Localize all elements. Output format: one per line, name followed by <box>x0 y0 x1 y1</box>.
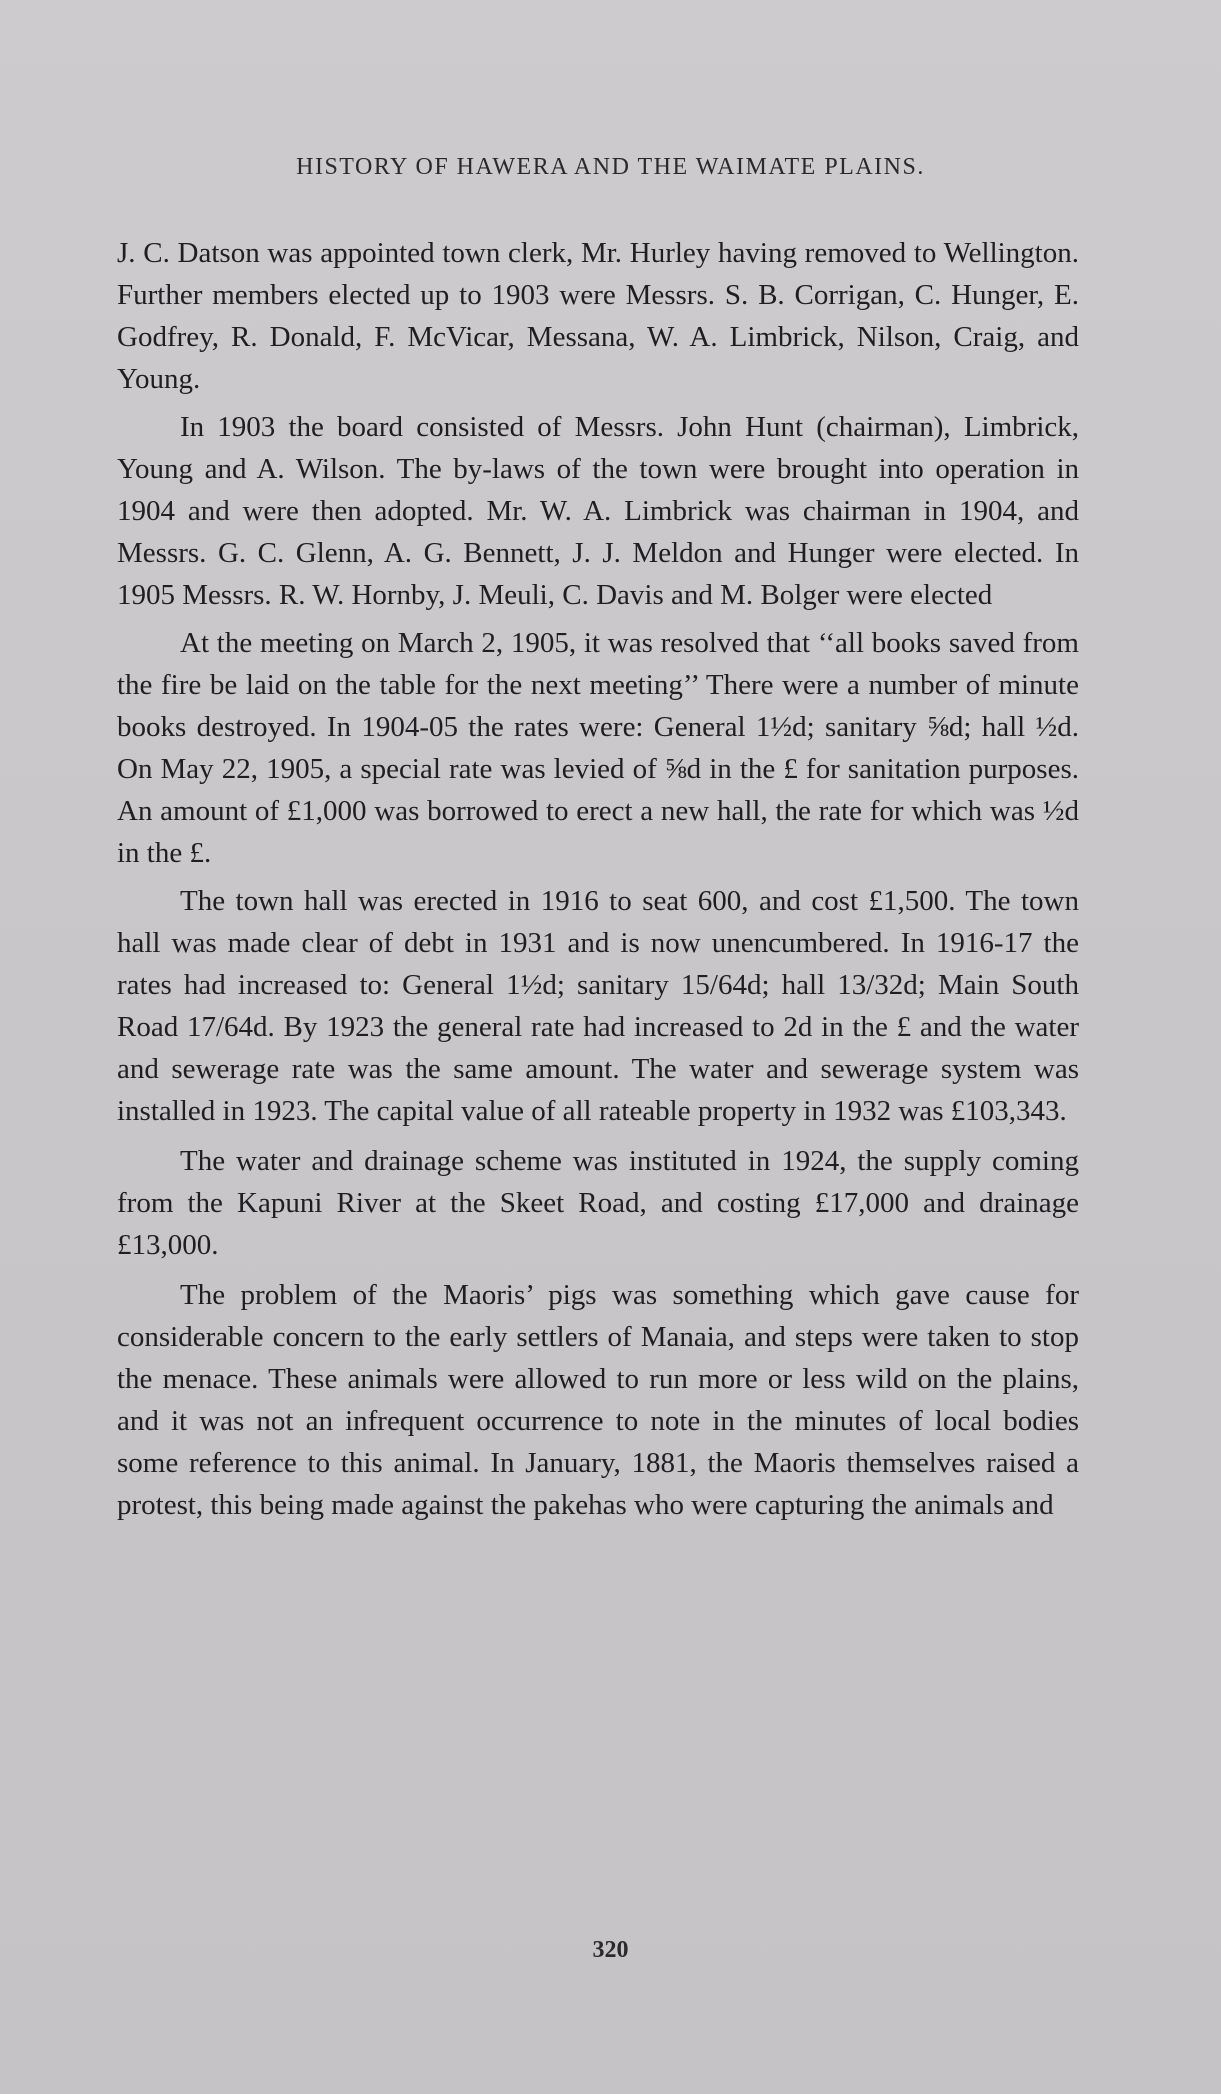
paragraph: The water and drainage scheme was instituted in 1924, the supply coming from the Kapuni River at the Skeet Road, and costing £17,000 and drainage £13,000. <box>117 1145 1079 1261</box>
paragraph: In 1903 the board consisted of Messrs. John Hunt (chairman), Limbrick, Young and A. Wilson. The by-laws of the town were brought into operation in 1904 and were then adopted. Mr. W. A. Limbrick was chairman in 1904, and Messrs. G. C. Glenn, A. G. Bennett, J. J. Meldon and Hunger were elected. In 1905 Messrs. R. W. Hornby, J. Meuli, C. Davis and M. Bolger were elected <box>117 411 1079 611</box>
paragraph: At the meeting on March 2, 1905, it was resolved that ‘‘all books saved from the fire be laid on the table for the next meeting’’ There were a number of minute books destroyed. In 1904-05 the rates were: General 1½d; sanitary ⅝d; hall ½d. On May 22, 1905, a special rate was levied of ⅝d in the £ for sanitation purposes. An amount of £1,000 was borrowed to erect a new hall, the rate for which was ½d in the £. <box>117 627 1079 869</box>
paragraph: J. C. Datson was appointed town clerk, Mr. Hurley having removed to Wellington. Further members elected up to 1903 were Messrs. S. B. Corrigan, C. Hunger, E. Godfrey, R. Donald, F. McVicar, Messana, W. A. Limbrick, Nilson, Craig, and Young. <box>117 237 1079 395</box>
paragraph: The problem of the Maoris’ pigs was something which gave cause for considerable concern to the early settlers of Manaia, and steps were taken to stop the menace. These animals were allowed to run more or less wild on the plains, and it was not an infrequent occurrence to note in the minutes of local bodies some reference to this animal. In January, 1881, the Maoris themselves raised a protest, this being made against the pakehas who were capturing the animals and <box>117 1279 1079 1521</box>
body-text <box>117 232 1079 1532</box>
paragraph: The town hall was erected in 1916 to seat 600, and cost £1,500. The town hall was made clear of debt in 1931 and is now unencumbered. In 1916-17 the rates had increased to: General 1½d; sanitary 15/64d; hall 13/32d; Main South Road 17/64d. By 1923 the general rate had increased to 2d in the £ and the water and sewerage rate was the same amount. The water and sewerage system was installed in 1923. The capital value of all rateable property in 1932 was £103,343. <box>117 885 1079 1127</box>
running-title: HISTORY OF HAWERA AND THE WAIMATE PLAINS. <box>296 154 925 180</box>
page-number: 320 <box>592 1937 629 1963</box>
